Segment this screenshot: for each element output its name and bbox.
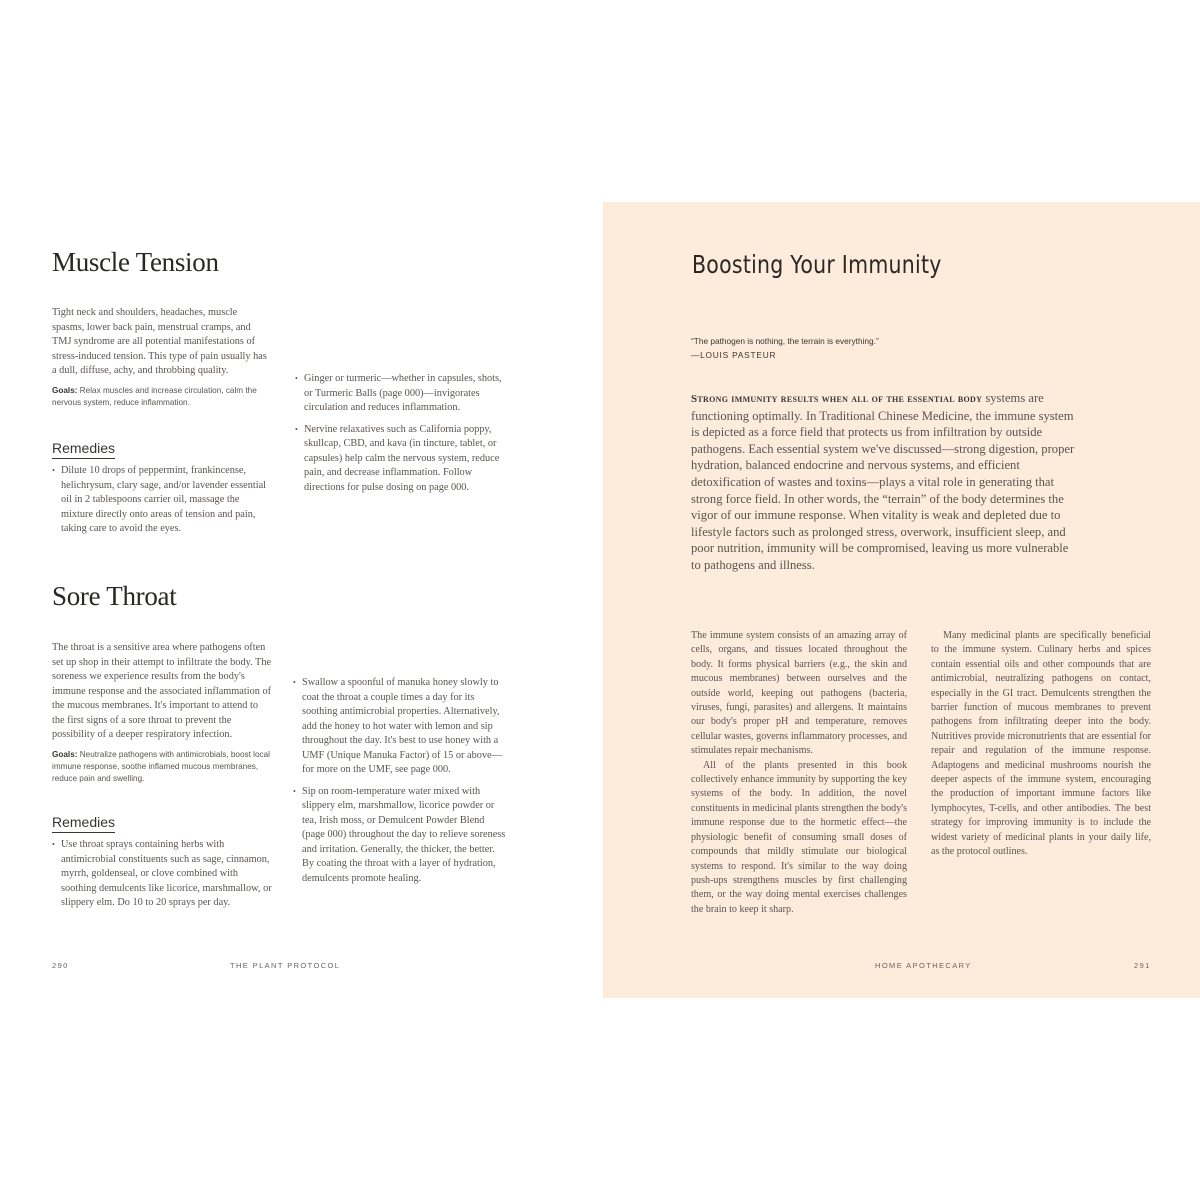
body-column-2 [931,629,1151,860]
section-title-sore-throat: Sore Throat [52,581,177,611]
muscle-tension-column-1 [52,306,272,534]
body-paragraph: All of the plants presented in this book collectively enhance immunity by supporting the key systems of the body. In addition, the novel constituents in medicinal plants strengthen the body's immune response due to the hormetic effect—the physiologic benefit of consuming small doses of compounds that mildly stimulate our biological systems to respond. It's similar to the way doing push-ups strengthens muscles by first challenging them, or the way doing mental exercises challenges the brain to keep it sharp. [691,759,907,915]
body-paragraph: The immune system consists of an amazing array of cells, organs, and tissues located throughout the body. It forms physical barriers (e.g., the skin and mucous membranes) between ourselves and the outside world, keeping out pathogens (bacteria, viruses, fungi, parasites) and allergens. It maintains our body's proper pH and temperature, removes cellular wastes, governs inflammatory processes, and stimulates repair mechanisms. [691,630,907,757]
muscle-tension-column-2 [295,306,510,502]
page-number-right: 291 [1134,961,1151,970]
remedies-heading: Remedies [52,441,115,460]
remedy-item: • Sip on room-temperature water mixed with slippery elm, marshmallow, licorice powder or tea, Irish moss, or Demulcent Powder Blend (page 000) throughout the day to relieve soreness and irritation. Generally, the thicker, the better. By coating the throat with a layer of hydration, demulcents promote healing. [293,785,508,887]
sore-throat-goals [52,749,272,785]
intro-text: systems are functioning optimally. In Traditional Chinese Medicine, the immune system is depicted as a force field that protects us from infiltration by outside pathogens. Each essential system we've discussed—strong digestion, proper hydration, balanced endocrine and nervous systems, and efficient detoxification of wastes and toxins—plays a vital role in generating that strong force field. In other words, the “terrain” of the body determines the vigor of our immune response. When vitality is weak and depleted due to lifestyle factors such as prolonged stress, overwork, insufficient sleep, and poor nutrition, immunity will be compromised, leaving us more vulnerable to pathogens and illness. [691,391,1075,572]
sore-throat-column-2 [293,676,508,893]
remedy-item: • Nervine relaxatives such as California poppy, skullcap, CBD, and kava (in tincture, tablet, or capsules) help calm the nervous system, reduce pain, and decrease inflammation. Follow directions for pulse dosing on page 000. [295,423,510,496]
remedies-heading: Remedies [52,815,115,834]
goals-label: Goals: [52,749,78,759]
muscle-tension-goals [52,385,272,409]
remedy-item: • Dilute 10 drops of peppermint, frankincense, helichrysum, clary sage, and/or lavender essential oil in 2 tablespoons carrier oil, massage the mixture directly onto areas of tension and pain, taking care to avoid the eyes. [52,464,272,537]
muscle-tension-remedies [52,464,272,534]
sore-throat-column-1 [52,641,272,918]
section-title-muscle-tension: Muscle Tension [52,247,219,277]
epigraph [691,334,879,362]
muscle-tension-intro: Tight neck and shoulders, headaches, muscle spasms, lower back pain, menstrual cramps, and TMJ syndrome are all potential manifestations of stress-induced tension. This type of pain usually has a dull, diffuse, achy, and throbbing quality. [52,307,267,376]
section-title-boosting-immunity: Boosting Your Immunity [692,250,942,279]
sore-throat-remedies [52,838,272,911]
page-number-left: 290 [52,961,69,970]
goals-label: Goals: [52,385,78,395]
body-column-1 [691,629,907,924]
body-paragraph: Many medicinal plants are specifically beneficial to the immune system. Culinary herbs and spices contain essential oils and other compounds that are antimicrobial, neutralizing pathogens on contact, especially in the GI tract. Demulcents strengthen the barrier function of mucous membranes to prevent pathogens from infiltrating deeper into the body. Nutritives provide micronutrients that are essential for repair and regulation of the immune response. Adaptogens and medicinal mushrooms nourish the deeper aspects of the immune system, encouraging the production of important immune factors like lymphocytes, T-cells, and other antibodies. The best strategy for improving immunity is to include the widest variety of medicinal plants in your daily life, as the protocol outlines. [931,630,1151,858]
goals-text: Neutralize pathogens with antimicrobials, boost local immune response, soothe inflamed mucous membranes, reduce pain and swelling. [52,749,270,783]
intro-lead-in: Strong immunity results when all of the essential body [691,393,983,405]
intro-paragraph [691,390,1079,574]
running-head-left: THE PLANT PROTOCOL [230,961,341,970]
sore-throat-intro: The throat is a sensitive area where pathogens often set up shop in their attempt to infiltrate the body. The soreness we experience results from the body's immune response and the associated inflammation of the mucous membranes. It's important to attend to the first signs of a sore throat to prevent the possibility of a deeper respiratory infection. [52,642,272,740]
remedy-item: • Swallow a spoonful of manuka honey slowly to coat the throat a couple times a day for its soothing antimicrobial properties. Alternatively, add the honey to hot water with lemon and sip throughout the day. It's best to use honey with a UMF (Unique Manuka Factor) of 15 or above—for more on the UMF, see page 000. [293,676,508,778]
running-head-right: HOME APOTHECARY [875,961,972,970]
remedy-item: • Ginger or turmeric—whether in capsules, shots, or Turmeric Balls (page 000)—invigorates circulation and reduces inflammation. [295,372,510,416]
epigraph-quote: “The pathogen is nothing, the terrain is everything.” [691,336,879,346]
goals-text: Relax muscles and increase circulation, calm the nervous system, reduce inflammation. [52,385,257,407]
epigraph-attribution: —LOUIS PASTEUR [691,350,777,360]
remedy-item: • Use throat sprays containing herbs with antimicrobial constituents such as sage, cinnamon, myrrh, goldenseal, or clove combined with soothing demulcents like licorice, marshmallow, or slippery elm. Do 10 to 20 sprays per day. [52,838,272,911]
